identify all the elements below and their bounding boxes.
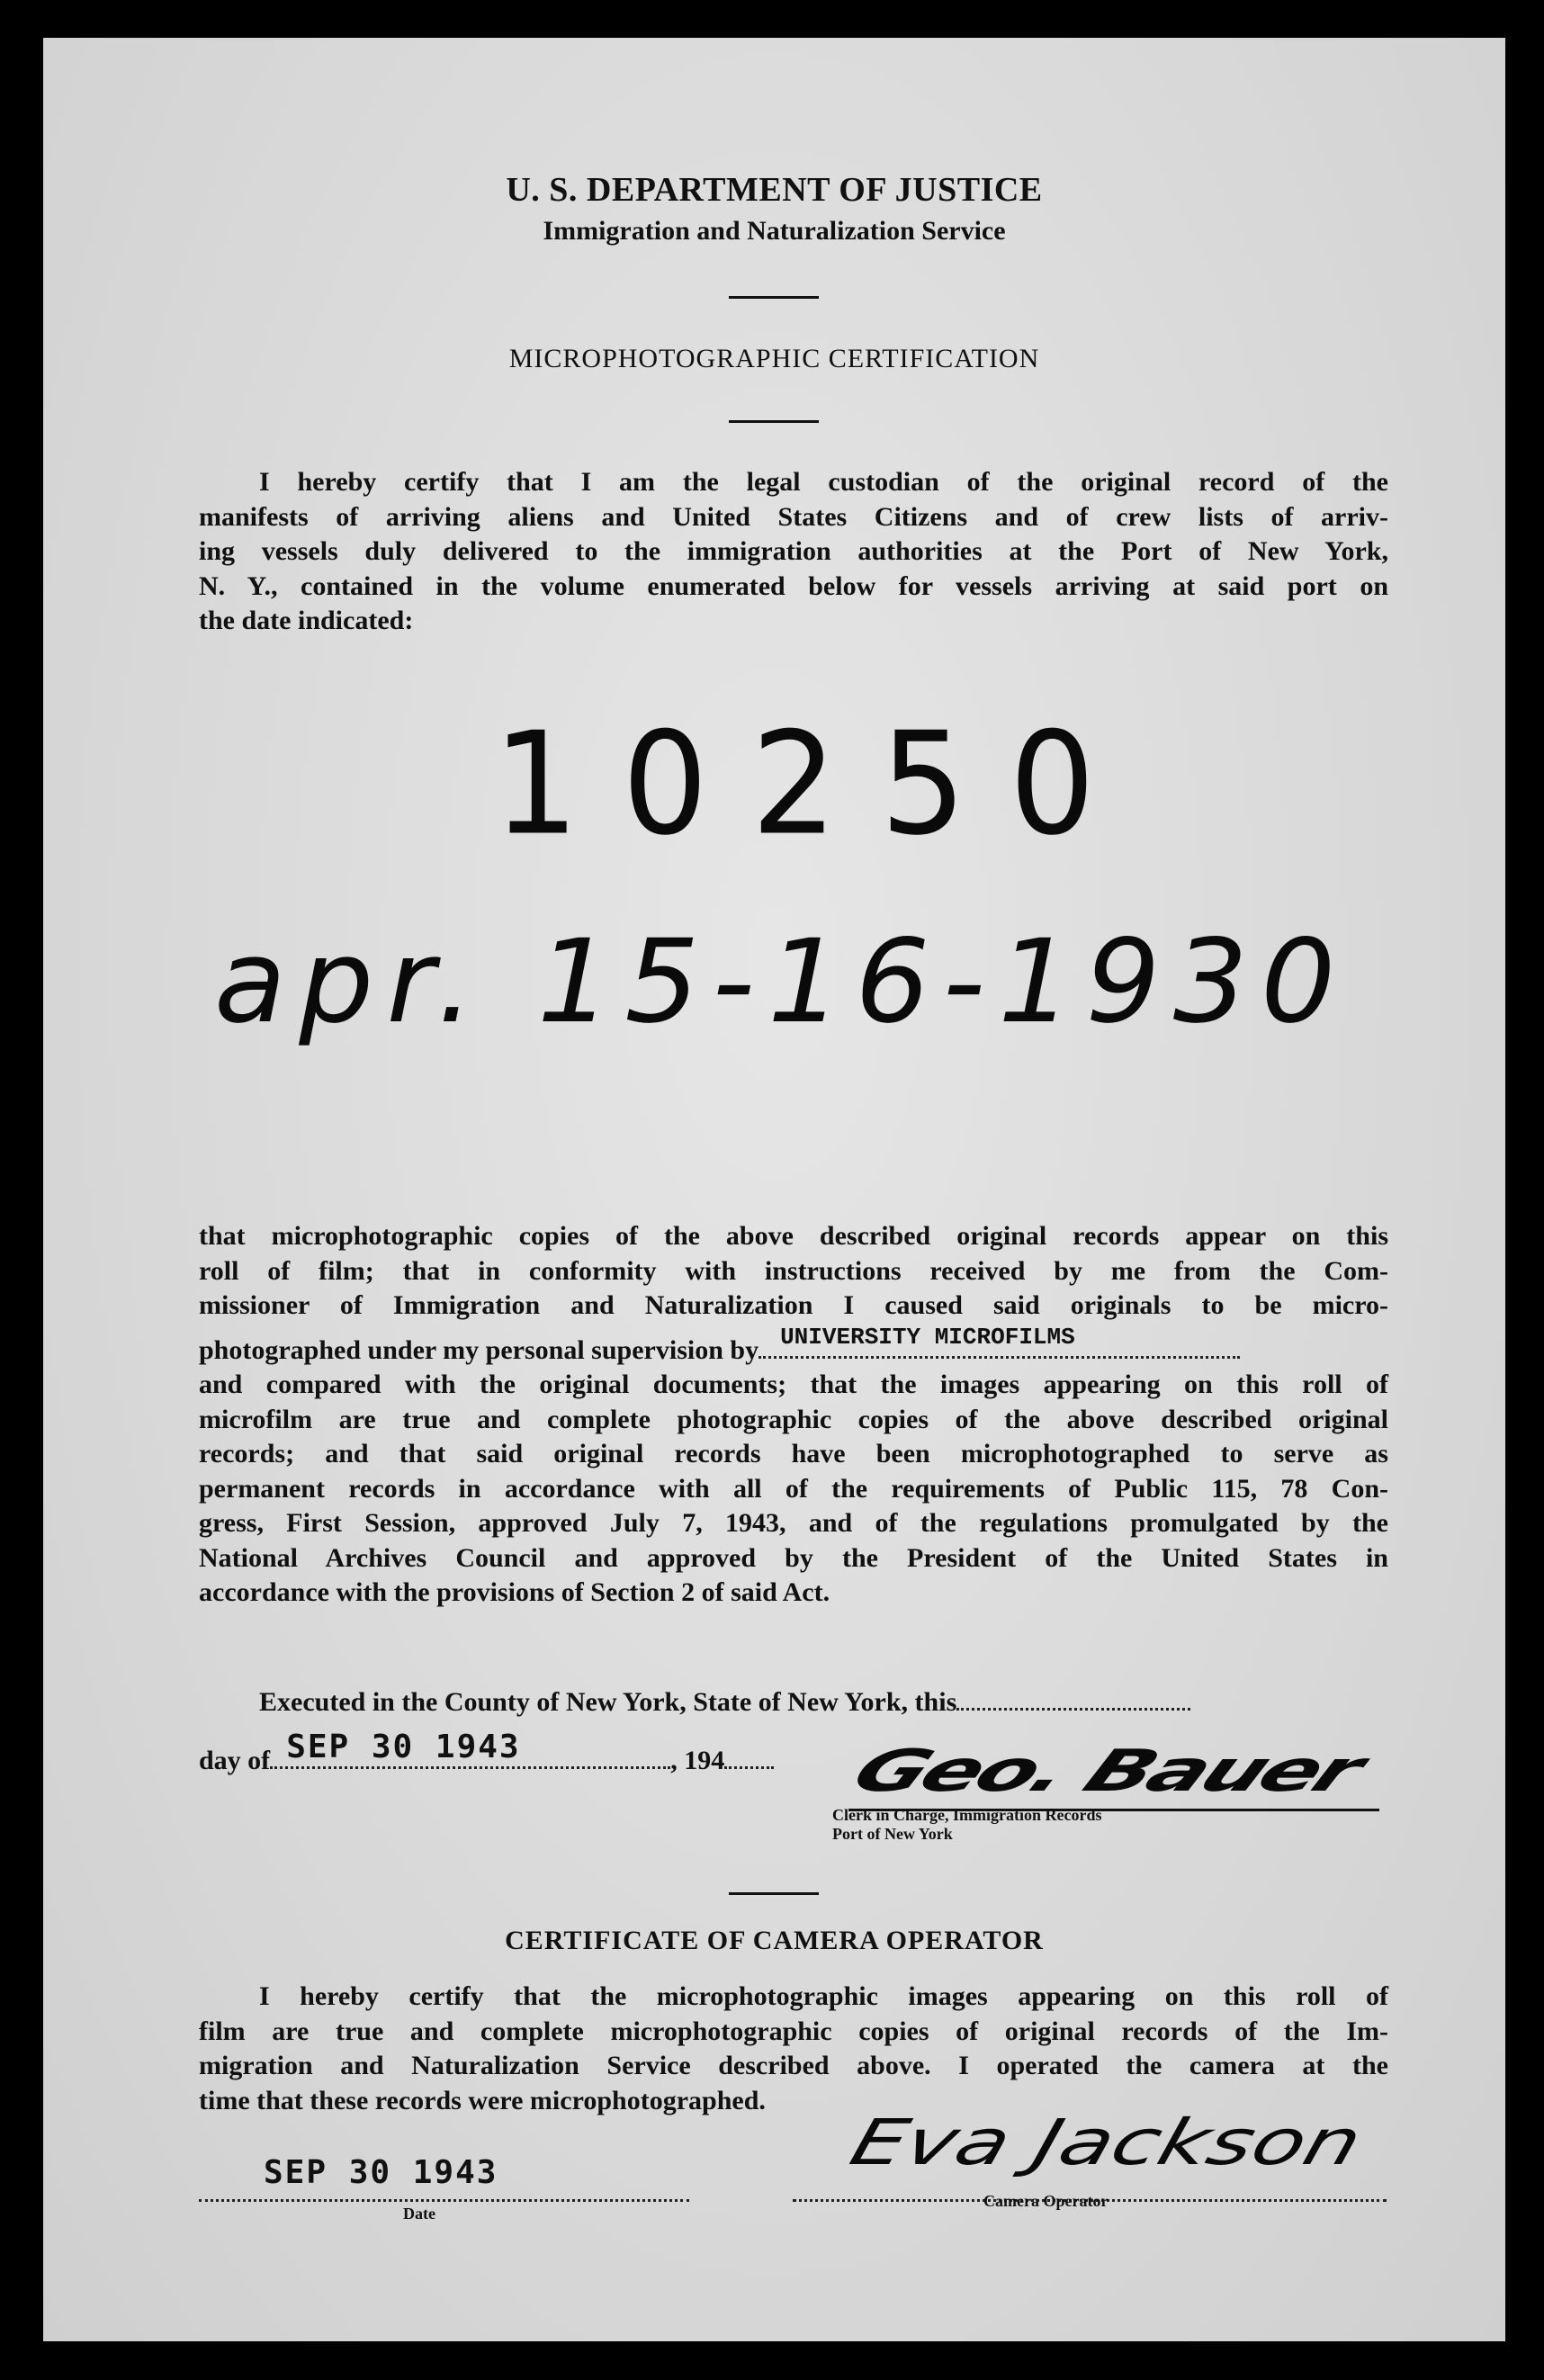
execution-text: Executed in the County of New York, State of New York, this [259,1687,957,1717]
operator-label: Camera Operator [983,2192,1109,2210]
intro-line: N. Y., contained in the volume enumerated below for vessels arriving at said port on [199,570,1388,601]
date-label: Date [403,2205,435,2223]
intro-line: I hereby certify that I am the legal custodian of the original record of the [259,467,1388,497]
body-line: that microphotographic copies of the above described original records appear on this [199,1221,1388,1251]
handwritten-arrival-dates: apr. 15-16-1930 [214,915,1349,1049]
divider [729,1892,819,1895]
operator-signature: Eva Jackson [842,2106,1370,2179]
body-line: gress, First Session, approved July 7, 1943, and of the regulations promulgated by the [199,1508,1388,1538]
camera-line: film are true and complete microphotographic copies of original records of the Im- [199,2016,1388,2046]
clerk-title-line1: Clerk in Charge, Immigration Records [832,1806,1102,1824]
execution-blank [956,1684,1190,1711]
camera-date-stamp: SEP 30 1943 [264,2154,498,2191]
divider [729,420,819,423]
camera-line: migration and Naturalization Service described above. I operated the camera at the [199,2051,1388,2080]
camera-certificate-title: CERTIFICATE OF CAMERA OPERATOR [505,1926,1044,1955]
intro-line: manifests of arriving aliens and United States Citizens and of crew lists of arriv- [199,501,1388,532]
body-paragraph [199,1219,1388,1611]
body-line: National Archives Council and approved by the President of the United States in [199,1542,1388,1573]
supervision-line [199,1324,1388,1369]
body-line: and compared with the original documents; that the images appearing on this roll of [199,1370,1388,1399]
day-blank [270,1729,670,1769]
execution-line [259,1684,1190,1720]
service-subtitle: Immigration and Naturalization Service [543,216,1006,246]
supervision-prefix: photographed under my personal supervision by [199,1334,759,1365]
supervision-blank [759,1323,1240,1359]
day-of-line [199,1729,774,1779]
body-line: permanent records in accordance with all of the requirements of Public 115, 78 Con- [199,1473,1388,1504]
divider [729,296,819,299]
intro-paragraph [199,465,1388,639]
year-prefix: , 194 [670,1746,725,1775]
body-line: roll of film; that in conformity with instructions received by me from the Com- [199,1255,1388,1286]
year-blank [724,1743,774,1769]
body-line: records; and that said original records have been microphotographed to serve as [199,1439,1388,1468]
body-line: missioner of Immigration and Naturalization I caused said originals to be micro- [199,1290,1388,1320]
body-line: microfilm are true and complete photographic copies of the above described original [199,1404,1388,1434]
clerk-title [832,1806,1101,1844]
clerk-title-line2: Port of New York [832,1825,953,1843]
camera-line: I hereby certify that the microphotographic images appearing on this roll of [259,1981,1388,2011]
day-of-label: day of [199,1746,271,1775]
handwritten-volume-number: 10250 [493,702,1139,867]
document-page [43,38,1505,2341]
clerk-signature: Geo. Bauer [840,1738,1372,1805]
camera-paragraph [199,1980,1388,2118]
intro-line: ing vessels duly delivered to the immigration authorities at the Port of New York, [199,536,1388,566]
intro-line: the date indicated: [199,606,414,635]
department-title: U. S. DEPARTMENT OF JUSTICE [506,171,1043,209]
typed-company-name: UNIVERSITY MICROFILMS [780,1323,1075,1351]
body-line: accordance with the provisions of Section 2 of said Act. [199,1577,830,1607]
certification-title: MICROPHOTOGRAPHIC CERTIFICATION [508,344,1040,373]
date-stamp: SEP 30 1943 [286,1729,521,1765]
camera-line: time that these records were microphotographed. [199,2085,766,2115]
